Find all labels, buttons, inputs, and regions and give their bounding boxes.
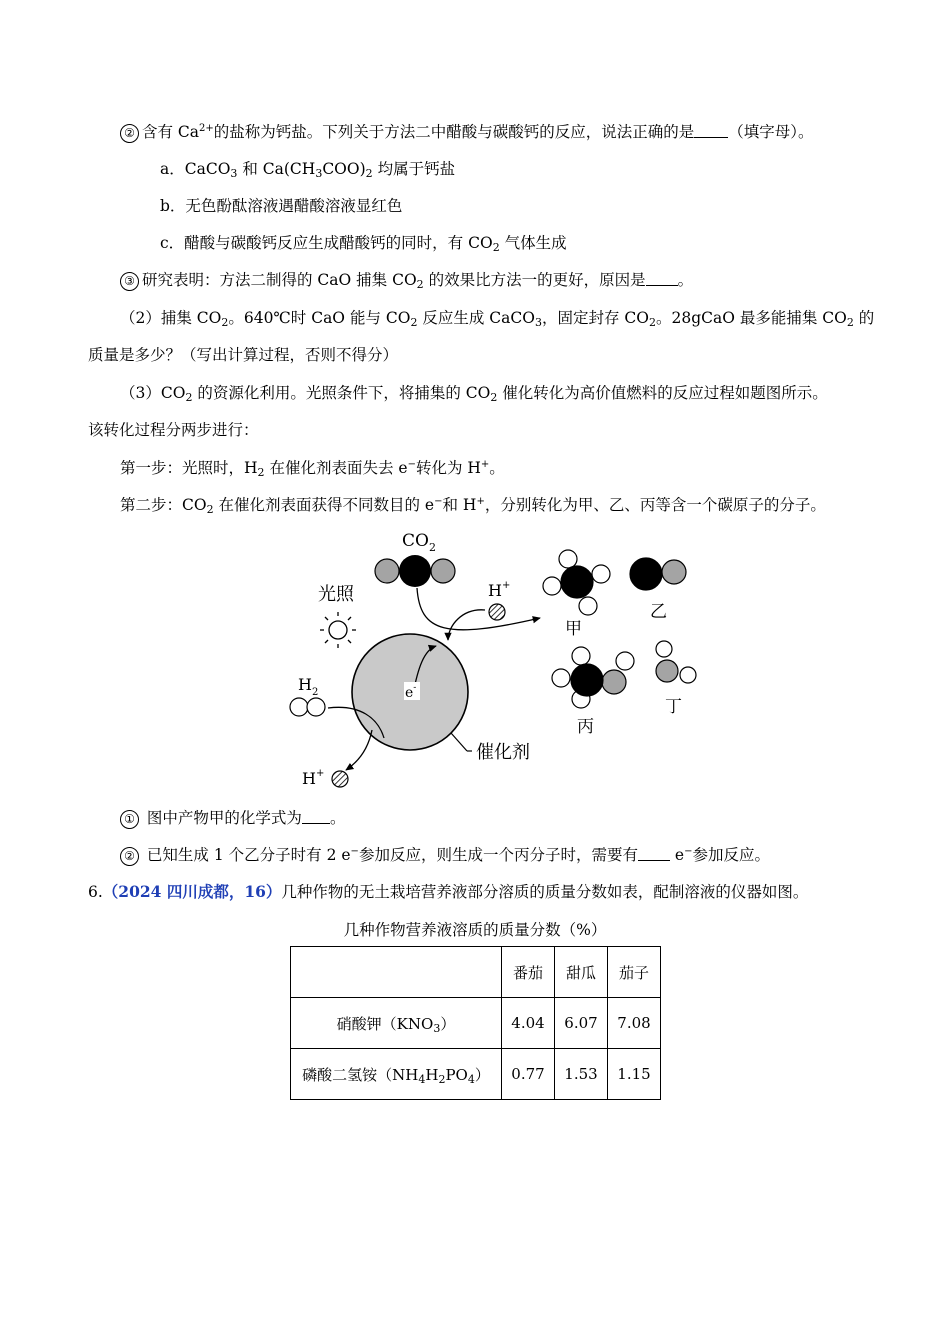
h-plus-label: H+	[488, 580, 511, 600]
answer-blank[interactable]	[646, 271, 678, 286]
part-marker: ①	[120, 810, 139, 829]
step-one: 第一步：光照时，$H_2$ 在催化剂表面失去 e−转化为 H+。	[120, 459, 505, 479]
table-header-cell	[291, 947, 502, 998]
sub-question-1: ① 图中产物甲的化学式为 。	[120, 808, 345, 829]
product-bing-molecule	[552, 647, 634, 708]
bing-label: 丙	[577, 717, 594, 737]
question-2-line1: （2）捕集 $CO_2$。640℃时 CaO 能与 $CO_2$ 反应生成 CaCO$_3$，固定封存 $CO_2$。28gCaO 最多能捕集 $CO_2$ 的	[120, 309, 875, 329]
catalyst-pointer	[451, 733, 467, 751]
table-header-cell: 茄子	[608, 947, 661, 998]
answer-blank[interactable]	[302, 809, 330, 824]
product-ding-molecule	[656, 641, 696, 683]
answer-blank[interactable]	[638, 846, 670, 861]
hydrogen-atom	[307, 698, 325, 716]
proton	[489, 604, 505, 620]
row-label: 磷酸二氢铵$(NH_4H_2PO_4)$	[291, 1049, 502, 1100]
light-label: 光照	[318, 584, 354, 605]
h2-label: $H_2$	[298, 675, 319, 698]
question-6: 6.（2024 四川成都，16）几种作物的无土栽培营养液部分溶质的质量分数如表，配制溶液的仪器如图。	[88, 882, 809, 901]
question-3-line2: 该转化过程分两步进行：	[88, 421, 259, 439]
proton	[332, 771, 348, 787]
hydrogen-atom	[290, 698, 308, 716]
part-marker: ②	[120, 847, 139, 866]
catalyst-label: 催化剂	[476, 742, 530, 763]
table-cell: 1.53	[555, 1049, 608, 1100]
row-label: 硝酸钾$(KNO_3)$	[291, 998, 502, 1049]
table-header-cell: 甜瓜	[555, 947, 608, 998]
carbon-atom	[399, 555, 431, 587]
h2-arrow	[346, 730, 372, 770]
product-arrow	[417, 588, 540, 630]
sub-question-2: ② 已知生成 1 个乙分子时有 2 e−参加反应，则生成一个丙分子时，需要有 e−参加反应。	[120, 845, 770, 866]
table-header-row	[291, 947, 661, 998]
option-c: c．醋酸与碳酸钙反应生成醋酸钙的同时，有 $CO_2$ 气体生成	[160, 234, 567, 254]
table-header-cell: 番茄	[502, 947, 555, 998]
table-cell: 7.08	[608, 998, 661, 1049]
table-cell: 1.15	[608, 1049, 661, 1100]
jia-label: 甲	[565, 619, 582, 639]
product-jia-molecule	[543, 550, 610, 615]
question-part-3: ③ 研究表明：方法二制得的 CaO 捕集 $CO_2$ 的效果比方法一的更好，原因是 。	[120, 270, 693, 291]
option-b: b．无色酚酞溶液遇醋酸溶液显红色	[160, 197, 403, 215]
question-3-line1: $(3)CO_2$ 的资源化利用。光照条件下，将捕集的 $CO_2$ 催化转化为高价值燃料的反应过程如题图所示。	[120, 384, 828, 404]
part-marker: ②	[120, 124, 139, 143]
answer-blank[interactable]	[694, 123, 728, 138]
yi-label: 乙	[650, 602, 667, 622]
question-2-line2: 质量是多少？（写出计算过程，否则不得分）	[88, 346, 399, 364]
question-source: （2024 四川成都，16）	[102, 882, 282, 901]
part-marker: ③	[120, 272, 139, 291]
reaction-diagram	[280, 522, 720, 802]
table-cell: 4.04	[502, 998, 555, 1049]
h-plus-bottom-label: H+	[302, 768, 325, 788]
table-row	[291, 1049, 661, 1100]
nutrient-table	[290, 946, 661, 1100]
table-title: 几种作物营养液溶质的质量分数（%）	[343, 921, 607, 939]
ding-label: 丁	[665, 697, 682, 717]
product-yi-molecule	[630, 558, 686, 590]
co2-label: $CO_2$	[402, 531, 436, 554]
table-cell: 0.77	[502, 1049, 555, 1100]
step-two: 第二步：$CO_2$ 在催化剂表面获得不同数目的 e−和 H+，分别转化为甲、乙、丙等含一个碳原子的分子。	[120, 496, 826, 516]
electron-label: e-	[405, 683, 417, 701]
oxygen-atom	[431, 559, 455, 583]
table-cell: 6.07	[555, 998, 608, 1049]
option-a: a．CaCO$_3$ 和 $Ca(CH_3COO)_2$ 均属于钙盐	[160, 160, 456, 180]
table-row	[291, 998, 661, 1049]
oxygen-atom	[375, 559, 399, 583]
sun-icon	[320, 612, 356, 648]
question-part-2: ② 含有 $Ca^{2+}$的盐称为钙盐。下列关于方法二中醋酸与碳酸钙的反应，说法正确的是 （填字母）。	[120, 122, 814, 143]
proton-arrow	[448, 610, 485, 640]
